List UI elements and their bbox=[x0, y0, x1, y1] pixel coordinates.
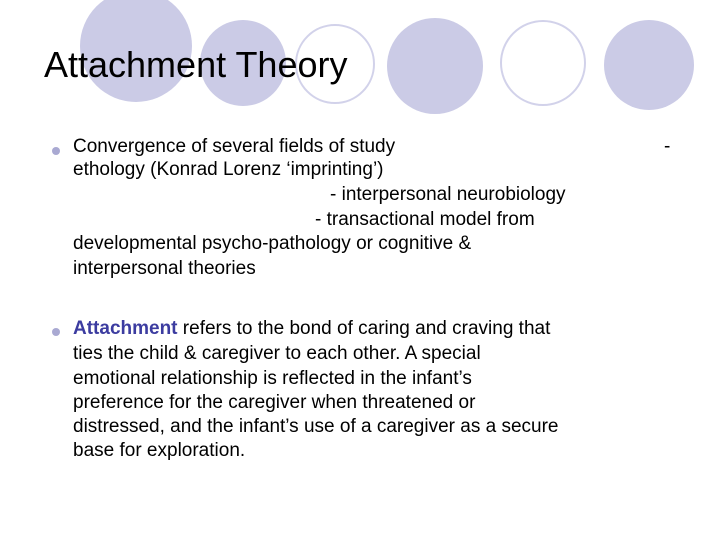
bullet-marker-2 bbox=[52, 328, 60, 336]
attachment-keyword: Attachment bbox=[73, 318, 178, 339]
bullet1-line3: - interpersonal neurobiology bbox=[330, 184, 566, 205]
bullet2-line3: emotional relationship is reflected in the infant’s bbox=[73, 368, 472, 389]
bullet2-line6: base for exploration. bbox=[73, 440, 246, 461]
bullet2-line1 bbox=[73, 316, 550, 342]
bullet2-line2: ties the child & caregiver to each other. A special bbox=[73, 343, 481, 364]
bullet2-line4: preference for the caregiver when threatened or bbox=[73, 392, 476, 413]
bullet2-line5: distressed, and the infant’s use of a caregiver as a secure bbox=[73, 416, 559, 437]
bullet1-line2: ethology (Konrad Lorenz ‘imprinting’) bbox=[73, 159, 384, 180]
bullet1-line6: interpersonal theories bbox=[73, 258, 256, 279]
decor-circle-4 bbox=[604, 20, 694, 110]
bullet2-line1-rest: refers to the bond of caring and craving that bbox=[177, 318, 551, 339]
bullet1-line4: - transactional model from bbox=[315, 209, 535, 230]
bullet1-line5: developmental psycho-pathology or cognitive & bbox=[73, 233, 472, 254]
bullet1-line1-text: Convergence of several fields of study bbox=[73, 136, 396, 157]
bullet-marker-1 bbox=[52, 147, 60, 155]
decor-ring-2 bbox=[500, 20, 586, 106]
bullet1-line1-dash: - bbox=[664, 136, 671, 157]
decor-circle-3 bbox=[387, 18, 483, 114]
slide-title: Attachment Theory bbox=[44, 44, 348, 85]
